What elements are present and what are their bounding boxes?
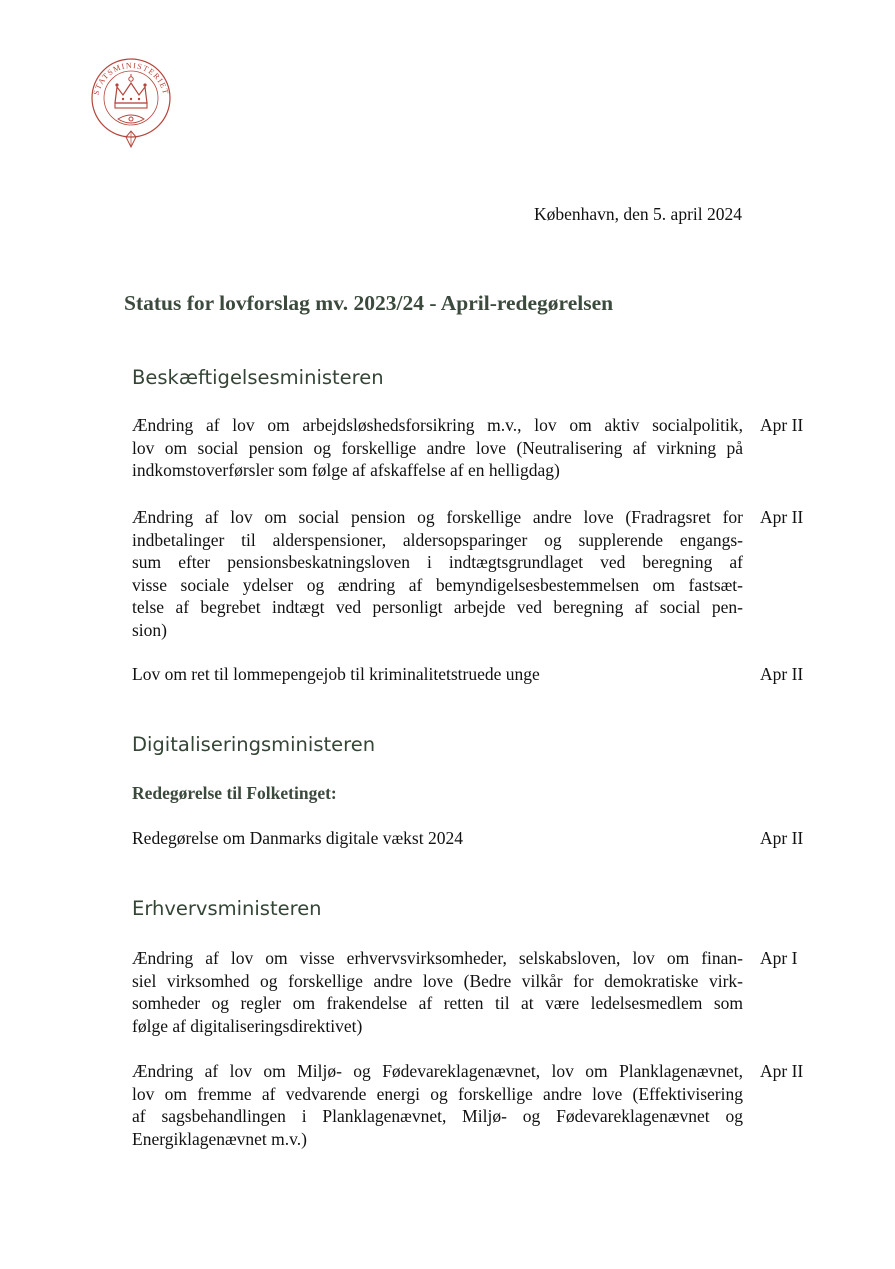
bill-text-line: sum efter pensionsbeskatningsloven i indtægtsgrundlaget ved beregning af bbox=[132, 552, 743, 573]
bill-text-line: Ændring af lov om social pension og forskellige andre love (Fradragsret for bbox=[132, 507, 743, 527]
ministry-heading: Beskæftigelsesministeren bbox=[132, 366, 384, 389]
ministry-heading: Erhvervsministeren bbox=[132, 897, 322, 920]
report-text-line: Redegørelse om Danmarks digitale vækst 2024 bbox=[132, 828, 463, 848]
bill-period: Apr II bbox=[760, 1061, 804, 1081]
bill-period: Apr II bbox=[760, 415, 804, 435]
bill-text-line: sion) bbox=[132, 619, 167, 640]
bill-text-line: følge af digitaliseringsdirektivet) bbox=[132, 1015, 363, 1036]
bill-text-line: somheder og regler om frakendelse af retten til at være ledelsesmedlem som bbox=[132, 993, 743, 1014]
bill-period: Apr II bbox=[760, 664, 804, 684]
subheading: Redegørelse til Folketinget: bbox=[132, 783, 337, 803]
bill-text-line: indkomstoverførsler som følge af afskaffelse af en helligdag) bbox=[132, 460, 560, 481]
bill-text-line: lov om social pension og forskellige andre love (Neutralisering af virkning på bbox=[132, 437, 743, 458]
bill-period: Apr I bbox=[760, 948, 798, 968]
statsministeriet-seal-logo bbox=[88, 55, 174, 151]
report-period: Apr II bbox=[760, 828, 804, 848]
document-title: Status for lovforslag mv. 2023/24 - April-redegørelsen bbox=[124, 291, 614, 315]
bill-text-line: telse af begrebet indtægt ved personligt arbejde ved beregning af social pen- bbox=[132, 597, 743, 618]
bill-period: Apr II bbox=[760, 507, 804, 527]
bill-text-line: Ændring af lov om Miljø- og Fødevareklagenævnet, lov om Planklagenævnet, bbox=[132, 1061, 743, 1081]
bill-text-line: visse sociale ydelser og ændring af bemyndigelsesbestemmelsen om fastsæt- bbox=[132, 574, 743, 595]
bill-text bbox=[132, 663, 743, 686]
bill-text-line: Energiklagenævnet m.v.) bbox=[132, 1128, 307, 1149]
report-text bbox=[132, 827, 743, 850]
bill-text-line: lov om fremme af vedvarende energi og forskellige andre love (Effektivisering bbox=[132, 1083, 743, 1104]
date-line: København, den 5. april 2024 bbox=[533, 204, 742, 224]
svg-text:STATSMINISTERIET: STATSMINISTERIET bbox=[91, 60, 171, 97]
bill-text bbox=[132, 947, 743, 1037]
ministry-heading: Digitaliseringsministeren bbox=[132, 733, 376, 756]
bill-text bbox=[132, 414, 743, 482]
bill-text-line: af sagsbehandlingen i Planklagenævnet, Miljø- og Fødevareklagenævnet og bbox=[132, 1106, 743, 1127]
bill-text bbox=[132, 506, 743, 642]
bill-text-line: indbetalinger til alderspensioner, aldersopsparinger og supplerende engangs- bbox=[132, 529, 743, 550]
bill-text-line: Ændring af lov om visse erhvervsvirksomheder, selskabsloven, lov om finan- bbox=[132, 948, 743, 968]
bill-text-line: Lov om ret til lommepengejob til kriminalitetstruede unge bbox=[132, 664, 540, 684]
seal-graphic bbox=[88, 55, 174, 151]
bill-text-line: Ændring af lov om arbejdsløshedsforsikring m.v., lov om aktiv socialpolitik, bbox=[132, 415, 743, 435]
bill-text bbox=[132, 1060, 743, 1150]
bill-text-line: siel virksomhed og forskellige andre love (Bedre vilkår for demokratiske virk- bbox=[132, 970, 743, 991]
